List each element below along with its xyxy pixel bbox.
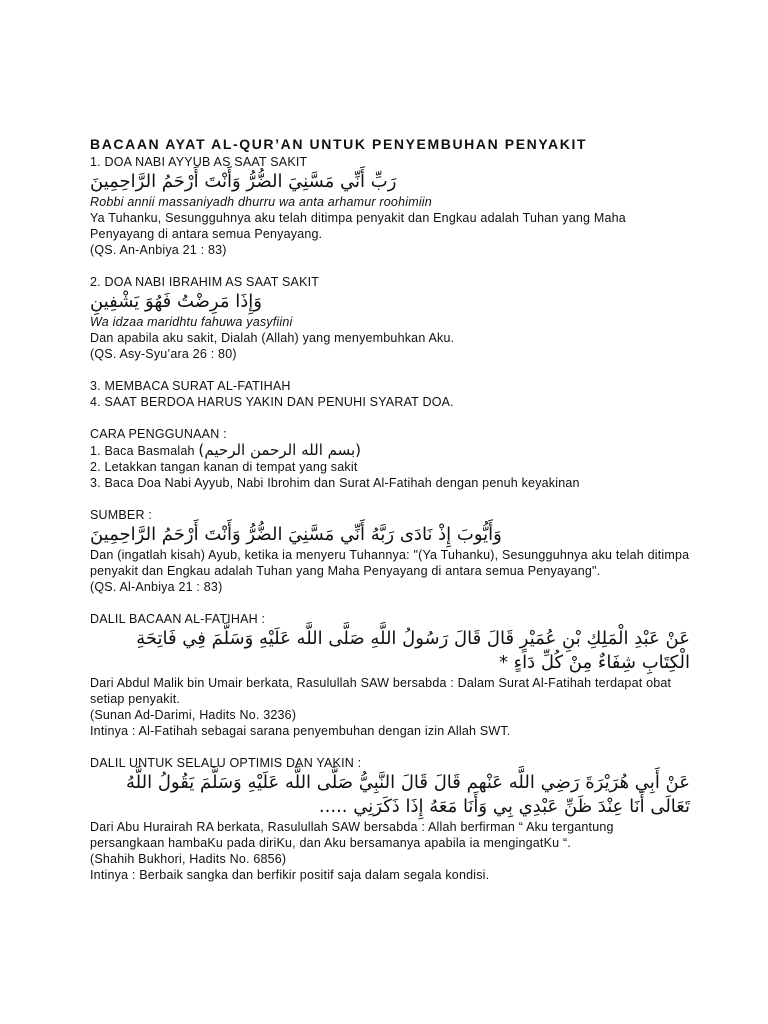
step-1	[90, 442, 690, 459]
step-2: 2. Letakkan tangan kanan di tempat yang sakit	[90, 460, 358, 474]
arabic-verse: وَإِذَا مَرِضْتُ فَهُوَ يَشْفِينِ	[90, 291, 262, 312]
transliteration: Wa idzaa maridhtu fahuwa yasyfiini	[90, 315, 293, 329]
transliteration: Robbi annii massaniyadh dhurru wa anta arhamur roohimiin	[90, 195, 432, 209]
section-heading: DALIL UNTUK SELALU OPTIMIS DAN YAKIN :	[90, 756, 362, 770]
summary: Intinya : Berbaik sangka dan berfikir positif saja dalam segala kondisi.	[90, 868, 490, 882]
reference: (QS. Al-Anbiya 21 : 83)	[90, 580, 223, 594]
translation: Dari Abdul Malik bin Umair berkata, Rasulullah SAW bersabda : Dalam Surat Al-Fatihah terdapat obat setiap penyakit.	[90, 676, 672, 706]
section-heading-fatihah: 3. MEMBACA SURAT AL-FATIHAH	[90, 379, 291, 393]
section-doa-ayyub	[90, 154, 690, 258]
reference: (Sunan Ad-Darimi, Hadits No. 3236)	[90, 708, 297, 722]
arabic-verse: رَبِّ أَنِّي مَسَّنِيَ الضُّرُّ وَأَنْتَ أَرْحَمُ الرَّاحِمِينَ	[90, 171, 397, 192]
step-3: 3. Baca Doa Nabi Ayyub, Nabi Ibrohim dan Surat Al-Fatihah dengan penuh keyakinan	[90, 476, 580, 490]
section-heading: 2. DOA NABI IBRAHIM AS SAAT SAKIT	[90, 275, 320, 289]
reference: (Shahih Bukhori, Hadits No. 6856)	[90, 852, 287, 866]
translation: Dari Abu Hurairah RA berkata, Rasulullah SAW bersabda : Allah berfirman “ Aku tergantung persangkaan hambaKu pada diriKu, dan Aku bersamanya apabila ia mengingatKu “.	[90, 820, 614, 850]
section-heading: SUMBER :	[90, 508, 153, 522]
section-heading: DALIL BACAAN AL-FATIHAH :	[90, 612, 266, 626]
reference: (QS. Asy-Syu’ara 26 : 80)	[90, 347, 237, 361]
section-cara-penggunaan	[90, 426, 690, 491]
reference: (QS. An-Anbiya 21 : 83)	[90, 243, 227, 257]
step-1-text: 1. Baca Basmalah	[90, 444, 195, 458]
arabic-verse: وَأَيُّوبَ إِذْ نَادَى رَبَّهُ أَنِّي مَسَّنِيَ الضُّرُّ وَأَنْتَ أَرْحَمُ الرَّاحِمِينَ	[90, 524, 502, 545]
translation: Ya Tuhanku, Sesungguhnya aku telah ditimpa penyakit dan Engkau adalah Tuhan yang Maha Penyayang di antara semua Penyayang.	[90, 211, 626, 241]
section-heading-yakin: 4. SAAT BERDOA HARUS YAKIN DAN PENUHI SYARAT DOA.	[90, 395, 454, 409]
basmalah-text: (بسم الله الرحمن الرحيم)	[198, 441, 362, 459]
document-page	[90, 136, 690, 883]
section-sumber	[90, 507, 690, 595]
arabic-hadith: عَنْ أَبِي هُرَيْرَةَ رَضِي اللَّه عَنْهم قَالَ قَالَ النَّبِيُّ صَلَّى اللَّه عَلَيْهِ وَسَلَّمَ يَقُولُ اللَّهُ تَعَالَى أَنَا عِنْدَ ظَنِّ عَبْدِي بِي وَأَنَا مَعَهُ إِذَا ذَكَرَنِي .....	[126, 772, 690, 817]
section-doa-ibrahim	[90, 274, 690, 362]
section-heading: 1. DOA NABI AYYUB AS SAAT SAKIT	[90, 155, 308, 169]
translation: Dan apabila aku sakit, Dialah (Allah) yang menyembuhkan Aku.	[90, 331, 455, 345]
section-dalil-optimis	[90, 755, 690, 883]
section-heading: CARA PENGGUNAAN :	[90, 427, 227, 441]
arabic-hadith: عَنْ عَبْدِ الْمَلِكِ بْنِ عُمَيْرٍ قَالَ قَالَ رَسُولُ اللَّهِ صَلَّى اللَّه عَلَيْهِ وَسَلَّمَ فِي فَاتِحَةِ الْكِتَابِ شِفَاءٌ مِنْ كُلِّ دَاءٍ *	[136, 628, 690, 673]
document-title: BACAAN AYAT AL-QUR’AN UNTUK PENYEMBUHAN PENYAKIT	[90, 136, 588, 152]
summary: Intinya : Al-Fatihah sebagai sarana penyembuhan dengan izin Allah SWT.	[90, 724, 511, 738]
translation: Dan (ingatlah kisah) Ayub, ketika ia menyeru Tuhannya: "(Ya Tuhanku), Sesungguhnya aku telah ditimpa penyakit dan Engkau adalah Tuhan yang Maha Penyayang di antara semua Penyayang".	[90, 548, 690, 578]
section-dalil-fatihah	[90, 611, 690, 739]
